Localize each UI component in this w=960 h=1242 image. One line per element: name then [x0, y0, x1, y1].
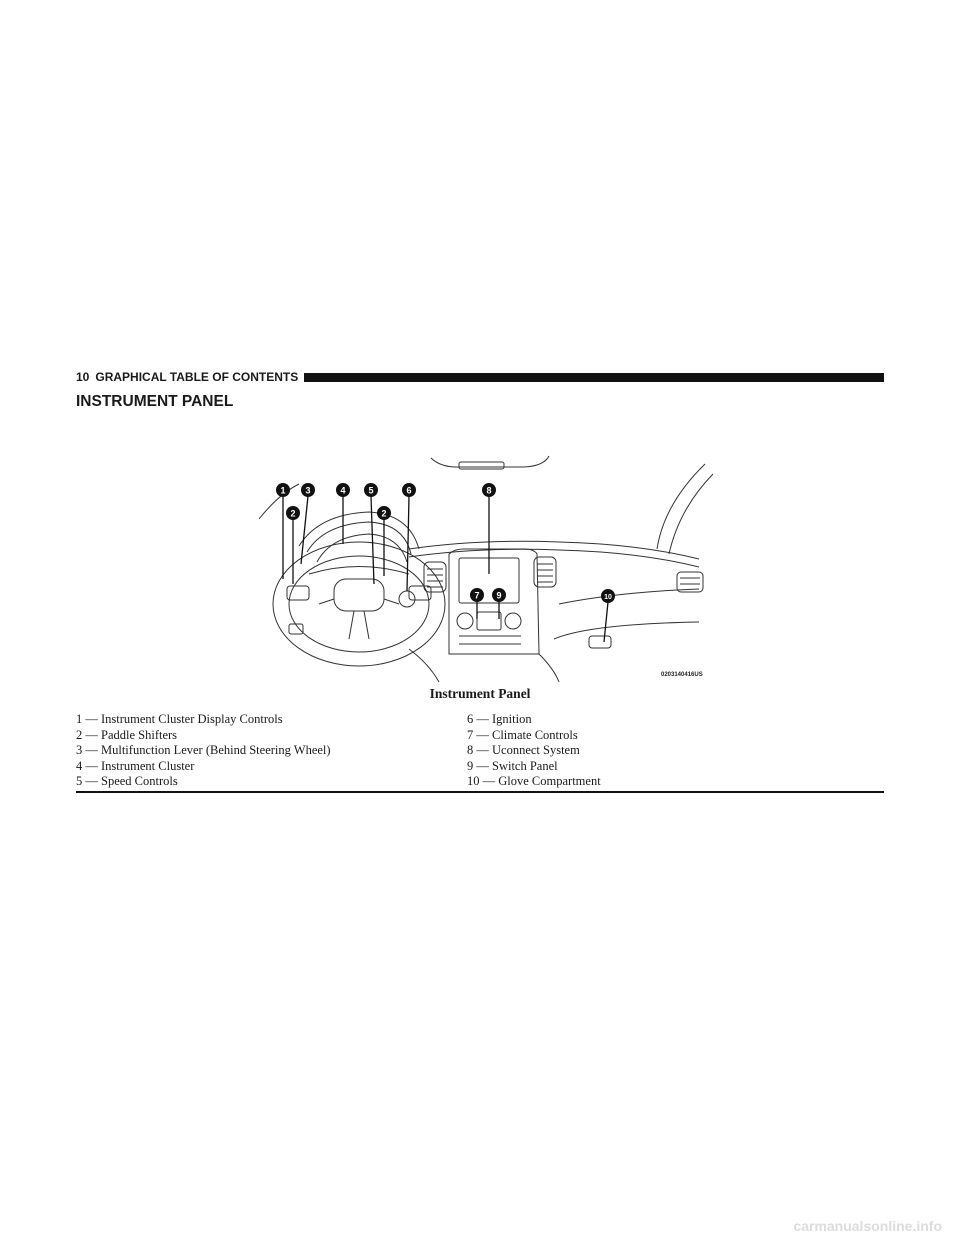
legend-item: 3 — Multifunction Lever (Behind Steering Wheel) [76, 743, 331, 758]
legend-item: 9 — Switch Panel [467, 758, 558, 773]
callout-10: 10 [604, 594, 612, 601]
callout-9: 9 [496, 590, 502, 601]
callout-1: 1 [280, 485, 286, 496]
watermark: carmanualsonline.info [793, 1218, 942, 1234]
callout-5: 5 [368, 485, 374, 496]
legend-item: 6 — Ignition [467, 712, 532, 726]
legend-item: 10 — Glove Compartment [467, 774, 601, 789]
legend-rule [76, 791, 884, 793]
header-rule [304, 373, 884, 382]
figure-caption: Instrument Panel [429, 686, 531, 701]
legend-item: 5 — Speed Controls [76, 774, 178, 789]
running-header-title: GRAPHICAL TABLE OF CONTENTS [95, 370, 299, 384]
legend-item: 4 — Instrument Cluster [76, 758, 195, 773]
callout-2-left: 2 [290, 508, 296, 519]
legend-left-column [76, 712, 331, 790]
figure-code: 0203140416US [661, 672, 703, 678]
page-number: 10 [76, 370, 90, 384]
callout-3: 3 [305, 485, 311, 496]
callout-6: 6 [406, 485, 412, 496]
callout-8: 8 [486, 485, 492, 496]
legend-item: 2 — Paddle Shifters [76, 727, 178, 742]
legend-item: 7 — Climate Controls [467, 727, 578, 742]
legend-right-column [467, 712, 601, 790]
callout-7: 7 [474, 590, 480, 601]
legend-item: 8 — Uconnect System [467, 743, 580, 758]
section-title: INSTRUMENT PANEL [76, 393, 234, 410]
page-header [76, 368, 884, 386]
instrument-panel-illustration [259, 454, 713, 682]
callout-4: 4 [340, 485, 346, 496]
callout-2-right: 2 [381, 508, 387, 519]
legend-item: 1 — Instrument Cluster Display Controls [76, 712, 283, 726]
